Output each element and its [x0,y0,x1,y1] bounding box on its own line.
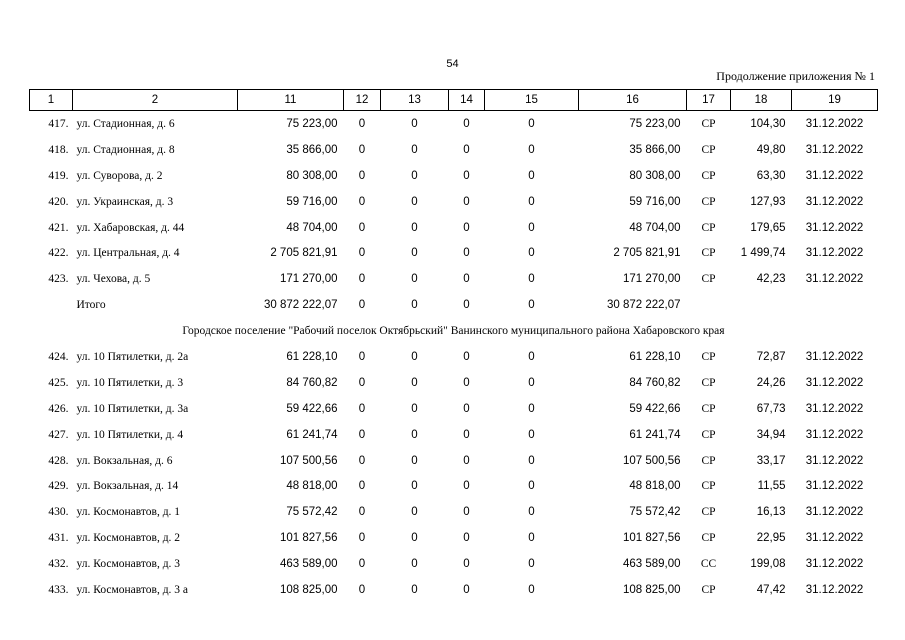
col-18-cell: 24,26 [756,376,786,389]
col-19-cell: 31.12.2022 [805,273,864,286]
col-16-cell: 59 716,00 [629,195,681,208]
col-15-cell: 0 [528,532,535,545]
col-15-cell: 0 [528,402,535,415]
col-16-cell: 80 308,00 [629,169,681,182]
col-19-cell: 31.12.2022 [805,247,864,260]
address-cell: ул. Хабаровская, д. 44 [76,221,185,234]
section-row [30,318,878,344]
row-number: 429. [48,480,69,493]
col-12-cell: 0 [358,143,366,156]
col-14-cell: 0 [463,583,470,596]
col-14-cell: 0 [463,273,470,286]
row-number: 421. [48,221,69,234]
col-12-cell: 0 [358,454,366,467]
col-19-cell: 31.12.2022 [805,376,864,389]
col-16-cell: 101 827,56 [622,532,681,545]
col-17-cell: СР [701,532,716,545]
header-cell: 15 [485,90,579,111]
address-cell: ул. Вокзальная, д. 14 [76,480,179,493]
header-cell: 14 [449,90,485,111]
col-12-cell: 0 [358,169,366,182]
col-11-cell: 108 825,00 [279,583,338,596]
col-11-cell: 171 270,00 [279,273,338,286]
address-cell: ул. Космонавтов, д. 3 а [76,583,189,596]
address-cell: ул. Космонавтов, д. 3 [76,558,181,571]
col-14-cell: 0 [463,350,470,363]
section-title: Городское поселение "Рабочий поселок Октябрьский" Ванинского муниципального района Хабаровского края [182,325,725,338]
col-19-cell: 31.12.2022 [805,480,864,493]
col-14-cell: 0 [463,402,470,415]
col-14-cell: 0 [463,195,470,208]
col-16-cell: 61 228,10 [629,350,681,363]
row-number: 431. [48,532,69,545]
row-number: 426. [48,402,69,415]
table-body-top [30,111,878,293]
col-13-cell: 0 [411,169,418,182]
col-18-cell: 22,95 [756,532,786,545]
col-17-cell: СР [701,480,716,493]
table-row [30,499,878,525]
col-12-cell: 0 [358,428,366,441]
col-19-cell: 31.12.2022 [805,506,864,519]
col-13-cell: 0 [411,532,418,545]
row-number: 430. [48,506,69,519]
row-number: 423. [48,273,69,286]
col-17-cell: СР [701,506,716,519]
col-15-cell: 0 [528,195,535,208]
row-number: 428. [48,454,69,467]
table-row [30,422,878,448]
col-17-cell: СР [701,454,716,467]
col-12-cell: 0 [358,506,366,519]
col-18-cell: 49,80 [756,143,786,156]
col-11-cell: 59 716,00 [286,195,338,208]
col-16-cell: 35 866,00 [629,143,681,156]
header-cell: 17 [687,90,731,111]
col-19-cell: 31.12.2022 [805,221,864,234]
col-19-cell: 31.12.2022 [805,402,864,415]
table-row [30,525,878,551]
col-15-cell: 0 [528,583,535,596]
header-cell: 11 [238,90,344,111]
col-18-cell: 11,55 [757,480,786,493]
col-16-cell: 171 270,00 [622,273,681,286]
col-13-cell: 0 [411,273,418,286]
col-18-cell: 63,30 [756,169,786,182]
col-11-cell: 75 223,00 [286,117,338,130]
col-11-cell: 48 704,00 [286,221,338,234]
col-18-cell: 104,30 [750,117,786,130]
col-12-cell: 0 [358,480,366,493]
col-15-cell: 0 [528,169,535,182]
row-number: 422. [48,247,69,260]
col-17-cell: СР [701,350,716,363]
col-17-cell: СР [701,583,716,596]
col-15-cell: 0 [528,428,535,441]
col-18-cell: 33,17 [756,454,786,467]
row-number: 419. [48,169,69,182]
table-row [30,551,878,577]
header-cell: 1 [30,90,73,111]
header-cell: 12 [344,90,381,111]
col-11-cell: 61 241,74 [286,428,338,441]
col-15-cell: 0 [528,376,535,389]
row-number: 425. [48,376,69,389]
total-c13: 0 [411,299,418,312]
col-15-cell: 0 [528,221,535,234]
col-14-cell: 0 [463,532,470,545]
address-cell: ул. Чехова, д. 5 [76,273,151,286]
col-16-cell: 75 572,42 [629,506,681,519]
col-19-cell: 31.12.2022 [805,169,864,182]
total-label: Итого [76,299,106,312]
col-19-cell: 31.12.2022 [805,143,864,156]
col-19-cell: 31.12.2022 [805,350,864,363]
total-c12: 0 [358,299,366,312]
col-17-cell: СР [701,195,716,208]
col-14-cell: 0 [463,247,470,260]
address-cell: ул. 10 Пятилетки, д. 3 [76,376,184,389]
col-11-cell: 48 818,00 [286,480,338,493]
col-16-cell: 108 825,00 [622,583,681,596]
address-cell: ул. Суворова, д. 2 [76,169,163,182]
col-13-cell: 0 [411,195,418,208]
col-17-cell: СР [701,221,716,234]
address-cell: ул. 10 Пятилетки, д. 2а [76,350,189,363]
col-13-cell: 0 [411,558,418,571]
address-cell: ул. 10 Пятилетки, д. 4 [76,428,184,441]
col-16-cell: 2 705 821,91 [613,247,681,260]
col-12-cell: 0 [358,221,366,234]
row-number: 432. [48,558,69,571]
table-row [30,448,878,474]
header-cell: 18 [731,90,792,111]
col-11-cell: 75 572,42 [286,506,338,519]
col-18-cell: 179,65 [750,221,786,234]
col-12-cell: 0 [358,376,366,389]
total-body [30,292,878,344]
table-row [30,344,878,370]
col-13-cell: 0 [411,350,418,363]
address-cell: ул. Украинская, д. 3 [76,195,174,208]
col-15-cell: 0 [528,273,535,286]
col-14-cell: 0 [463,558,470,571]
table-body-bottom [30,344,878,603]
table-row [30,215,878,241]
col-17-cell: СР [701,376,716,389]
row-number: 433. [48,583,69,596]
col-11-cell: 61 228,10 [286,350,338,363]
col-12-cell: 0 [358,402,366,415]
total-row [30,292,878,318]
table-row [30,577,878,603]
col-12-cell: 0 [358,583,366,596]
col-11-cell: 84 760,82 [286,376,338,389]
col-12-cell: 0 [358,273,366,286]
col-11-cell: 80 308,00 [286,169,338,182]
col-13-cell: 0 [411,428,418,441]
table-row [30,137,878,163]
address-cell: ул. Стадионная, д. 6 [76,117,175,130]
table-row [30,266,878,292]
col-15-cell: 0 [528,247,535,260]
col-16-cell: 59 422,66 [629,402,681,415]
col-16-cell: 463 589,00 [622,558,681,571]
col-16-cell: 75 223,00 [629,117,681,130]
header-row [30,90,878,111]
col-11-cell: 101 827,56 [279,532,338,545]
col-12-cell: 0 [358,350,366,363]
row-number: 424. [48,350,69,363]
col-13-cell: 0 [411,480,418,493]
col-17-cell: СР [701,428,716,441]
col-12-cell: 0 [358,558,366,571]
col-15-cell: 0 [528,558,535,571]
col-17-cell: СС [700,558,717,571]
table-row [30,473,878,499]
col-19-cell: 31.12.2022 [805,583,864,596]
col-18-cell: 127,93 [750,195,786,208]
page-number: 54 [446,58,459,70]
col-12-cell: 0 [358,117,366,130]
col-14-cell: 0 [463,480,470,493]
col-13-cell: 0 [411,454,418,467]
col-13-cell: 0 [411,402,418,415]
header-cell: 13 [381,90,449,111]
col-18-cell: 16,13 [756,506,786,519]
col-13-cell: 0 [411,247,418,260]
col-16-cell: 107 500,56 [622,454,681,467]
col-14-cell: 0 [463,221,470,234]
col-11-cell: 2 705 821,91 [270,247,338,260]
col-15-cell: 0 [528,480,535,493]
col-17-cell: СР [701,402,716,415]
row-number: 420. [48,195,69,208]
col-18-cell: 67,73 [756,402,786,415]
col-17-cell: СР [701,273,716,286]
col-12-cell: 0 [358,195,366,208]
address-cell: ул. Центральная, д. 4 [76,247,180,260]
col-19-cell: 31.12.2022 [805,454,864,467]
col-17-cell: СР [701,169,716,182]
col-15-cell: 0 [528,350,535,363]
col-19-cell: 31.12.2022 [805,532,864,545]
col-14-cell: 0 [463,454,470,467]
col-14-cell: 0 [463,428,470,441]
col-12-cell: 0 [358,532,366,545]
col-13-cell: 0 [411,221,418,234]
row-number: 418. [48,143,69,156]
col-11-cell: 35 866,00 [286,143,338,156]
address-cell: ул. 10 Пятилетки, д. 3а [76,402,189,415]
col-19-cell: 31.12.2022 [805,195,864,208]
col-13-cell: 0 [411,117,418,130]
table-row [30,240,878,266]
table-row [30,163,878,189]
col-14-cell: 0 [463,169,470,182]
col-18-cell: 1 499,74 [740,247,786,260]
col-15-cell: 0 [528,143,535,156]
col-18-cell: 199,08 [750,558,786,571]
col-11-cell: 107 500,56 [279,454,338,467]
address-cell: ул. Стадионная, д. 8 [76,143,175,156]
col-11-cell: 463 589,00 [279,558,338,571]
total-c11: 30 872 222,07 [263,299,338,312]
address-cell: ул. Вокзальная, д. 6 [76,454,173,467]
table-header [30,90,878,111]
total-c16: 30 872 222,07 [606,299,681,312]
col-19-cell: 31.12.2022 [805,558,864,571]
col-15-cell: 0 [528,506,535,519]
table-row [30,370,878,396]
col-18-cell: 42,23 [756,273,786,286]
col-19-cell: 31.12.2022 [805,117,864,130]
header-cell: 19 [792,90,878,111]
total-c14: 0 [463,299,470,312]
col-16-cell: 48 818,00 [629,480,681,493]
table-row [30,189,878,215]
col-14-cell: 0 [463,376,470,389]
col-18-cell: 72,87 [756,350,786,363]
table-row [30,396,878,422]
col-16-cell: 48 704,00 [629,221,681,234]
col-16-cell: 61 241,74 [629,428,681,441]
data-table [29,89,878,603]
col-15-cell: 0 [528,454,535,467]
col-17-cell: СР [701,247,716,260]
table-row [30,111,878,137]
col-18-cell: 34,94 [756,428,786,441]
col-16-cell: 84 760,82 [629,376,681,389]
col-14-cell: 0 [463,143,470,156]
continuation-note: Продолжение приложения № 1 [716,69,875,83]
row-number: 417. [48,117,69,130]
col-18-cell: 47,42 [756,583,786,596]
col-12-cell: 0 [358,247,366,260]
col-14-cell: 0 [463,117,470,130]
address-cell: ул. Космонавтов, д. 2 [76,532,181,545]
col-14-cell: 0 [463,506,470,519]
header-cell: 2 [73,90,238,111]
row-number: 427. [48,428,69,441]
col-19-cell: 31.12.2022 [805,428,864,441]
col-13-cell: 0 [411,583,418,596]
col-15-cell: 0 [528,117,535,130]
address-cell: ул. Космонавтов, д. 1 [76,506,181,519]
col-11-cell: 59 422,66 [286,402,338,415]
col-13-cell: 0 [411,376,418,389]
total-c15: 0 [528,299,535,312]
col-17-cell: СР [701,143,716,156]
col-13-cell: 0 [411,506,418,519]
header-cell: 16 [579,90,687,111]
col-17-cell: СР [701,117,716,130]
col-13-cell: 0 [411,143,418,156]
